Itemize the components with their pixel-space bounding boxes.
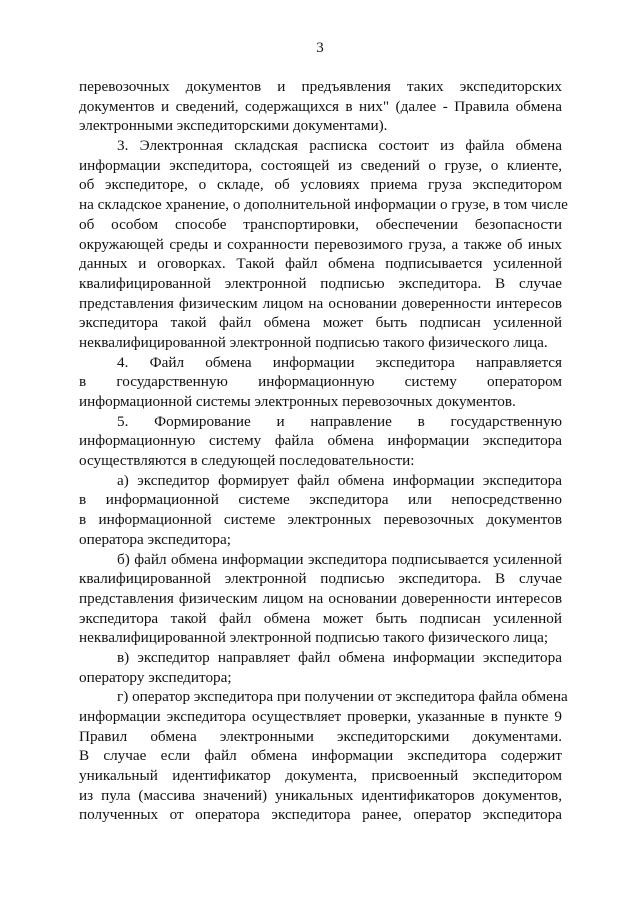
- text-line: 4. Файл обмена информации экспедитора направляется: [117, 353, 562, 371]
- text-line: оператора экспедитора;: [79, 530, 231, 548]
- text-line: неквалифицированной электронной подписью такого физического лица;: [79, 629, 549, 647]
- text-line: представления физическим лицом на основании доверенности интересов: [79, 589, 562, 607]
- paragraph-subitem-a: [79, 471, 562, 550]
- text-line: перевозочных документов и предъявления таких экспедиторских: [79, 78, 562, 95]
- paragraph: [79, 77, 562, 136]
- text-line: на складское хранение, о дополнительной информации о грузе, в том числе: [79, 196, 568, 214]
- text-line: г) оператор экспедитора при получении от экспедитора файла обмена: [117, 688, 568, 706]
- text-line: экспедитора такой файл обмена может быть подписан усиленной: [79, 314, 562, 332]
- text-line: информационную систему файла обмена информации экспедитора: [79, 432, 562, 450]
- text-line: из пула (массива значений) уникальных идентификаторов документов,: [79, 786, 562, 804]
- text-line: неквалифицированной электронной подписью такого физического лица.: [79, 333, 548, 351]
- text-line: В случае если файл обмена информации экспедитора содержит: [79, 747, 562, 765]
- text-line: в информационной системе электронных перевозочных документов: [79, 511, 562, 529]
- text-line: квалифицированной электронной подписью экспедитора. В случае: [79, 274, 562, 292]
- paragraph-subitem-b: [79, 550, 562, 648]
- text-line: об экспедиторе, о складе, об условиях приема груза экспедитором: [79, 176, 562, 194]
- text-line: информации экспедитора, состоящей из сведений о грузе, о клиенте,: [79, 156, 562, 174]
- text-line: окружающей среды и сохранности перевозимого груза, а также об иных: [79, 235, 562, 253]
- text-line: экспедитора такой файл обмена может быть подписан усиленной: [79, 609, 562, 627]
- paragraph-item-3: [79, 136, 568, 353]
- text-line: электронными экспедиторскими документами).: [79, 117, 388, 135]
- text-line: уникальный идентификатор документа, присвоенный экспедитором: [79, 767, 562, 785]
- text-line: документов и сведений, содержащихся в них" (далее - Правила обмена: [79, 97, 562, 115]
- text-line: в информационной системе экспедитора или непосредственно: [79, 491, 562, 509]
- document-body: [79, 77, 568, 825]
- text-line: полученных от оператора экспедитора ранее, оператор экспедитора: [79, 806, 562, 824]
- page-number: 3: [316, 40, 324, 56]
- text-line: информации экспедитора осуществляет проверки, указанные в пункте 9: [79, 708, 562, 725]
- text-line: в государственную информационную систему оператором: [79, 373, 562, 391]
- text-line: информационной системы электронных перевозочных документов.: [79, 393, 516, 410]
- text-line: Правил обмена электронными экспедиторскими документами.: [79, 727, 562, 745]
- text-line: 3. Электронная складская расписка состоит из файла обмена: [117, 137, 562, 155]
- text-line: квалифицированной электронной подписью экспедитора. В случае: [79, 570, 562, 588]
- text-line: 5. Формирование и направление в государственную: [117, 412, 562, 430]
- text-line: об особом способе транспортировки, обеспечении безопасности: [79, 215, 562, 233]
- text-line: данных и оговорках. Такой файл обмена подписывается усиленной: [79, 255, 562, 273]
- text-line: в) экспедитор направляет файл обмена информации экспедитора: [117, 648, 562, 666]
- paragraph-item-4: [79, 353, 562, 412]
- text-line: представления физическим лицом на основании доверенности интересов: [79, 294, 562, 312]
- text-line: а) экспедитор формирует файл обмена информации экспедитора: [117, 471, 562, 489]
- paragraph-subitem-v: [79, 648, 562, 687]
- paragraph-subitem-g: [79, 687, 568, 825]
- text-line: б) файл обмена информации экспедитора подписывается усиленной: [117, 550, 562, 568]
- text-line: осуществляются в следующей последовательности:: [79, 452, 415, 470]
- paragraph-item-5: [79, 412, 562, 471]
- text-line: оператору экспедитора;: [79, 668, 232, 686]
